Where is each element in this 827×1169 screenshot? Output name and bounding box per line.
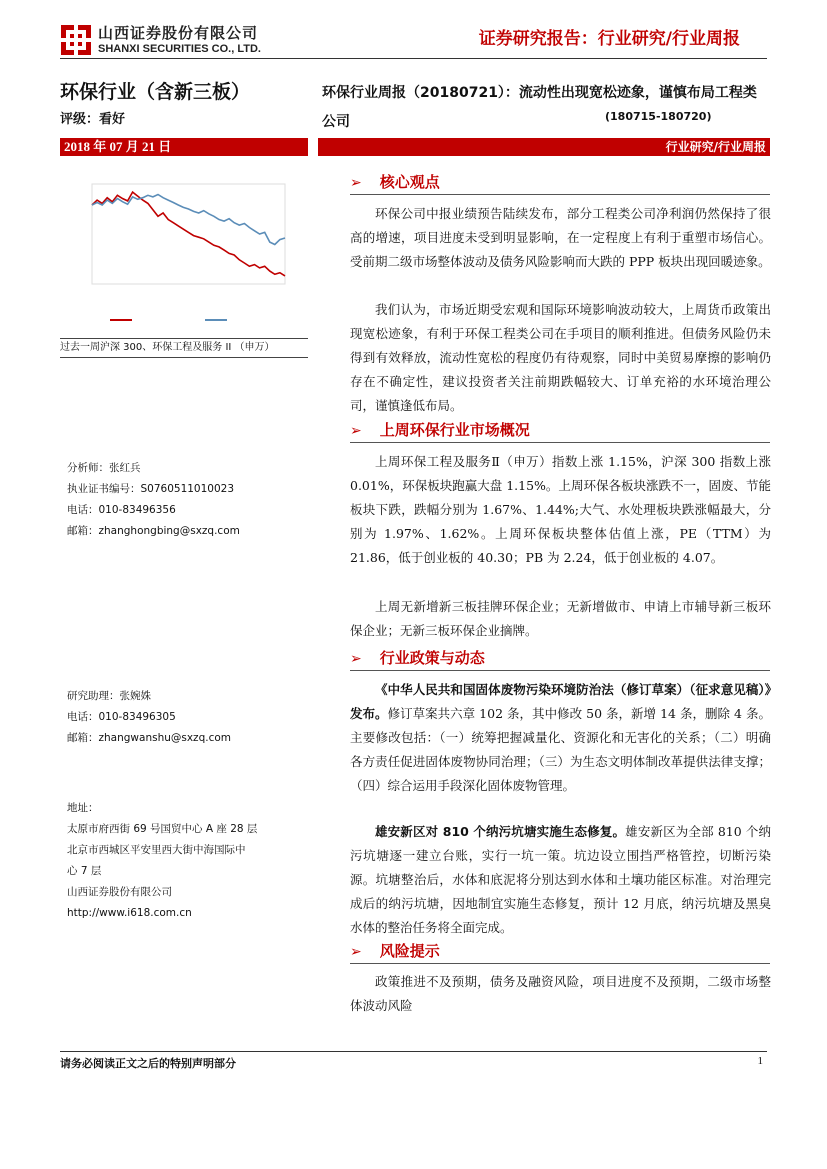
policy-item-body: 雄安新区为全部 810 个纳污坑塘逐一建立台账，实行一坑一策。坑边设立围挡严格管控，切断污染源。坑塘整治后，水体和底泥将分别达到水体和土壤功能区标准。对治理完成后的纳污坑塘，因地制宜实施生态修复，预计 12 月底，纳污坑塘及黑臭水体的整治任务将全面完成。 (350, 824, 771, 935)
sector-title: 环保行业（含新三板） (60, 81, 251, 103)
report-title: 环保行业周报（20180721）：流动性出现宽松迹象，谨慎布局工程类公司 (322, 85, 757, 130)
market-paragraph-1: 上周环保工程及服务Ⅱ（申万）指数上涨 1.15%，沪深 300 指数上涨 0.01%，环保板块跑赢大盘 1.15%。上周环保各板块涨跌不一，固废、节能板块下跌，跌幅分别为 1.67%、1.44%;大气、水处理板块跌涨幅最大，分别为 1.97%、1.62%。上周环保板块整体估值上涨，PE（TTM）为 21.86，低于创业板的 40.30；PB 为 2.24，低于创业板的 4.07。 (350, 454, 771, 565)
footer-notice: 请务必阅读正文之后的特别声明部分 (60, 1057, 236, 1070)
address-line-3: 心 7 层 (67, 865, 102, 877)
section-heading: 核心观点 (379, 173, 440, 191)
chevron-right-icon: ➢ (350, 944, 362, 960)
footer-divider (60, 1051, 767, 1052)
chart-caption: 过去一周沪深 300、环保工程及服务 II （申万） (60, 338, 308, 358)
website-link[interactable]: http://www.i618.com.cn (67, 907, 192, 919)
date-range: (180715-180720) (605, 110, 712, 123)
assistant-phone: 电话：010-83496305 (67, 711, 176, 723)
address-line-1: 太原市府西街 69 号国贸中心 A 座 28 层 (67, 823, 258, 835)
index-chart-svg (60, 172, 300, 332)
sector-rating: 评级：看好 (60, 112, 126, 127)
analyst-info (67, 458, 307, 542)
section-divider (350, 442, 770, 443)
chart-plot-area (92, 184, 285, 284)
address-company: 山西证券股份有限公司 (67, 886, 172, 898)
section-divider (350, 670, 770, 671)
section-divider (350, 963, 770, 964)
chart-series-line-1 (92, 192, 285, 276)
section-market (350, 419, 530, 440)
assistant-name: 研究助理：张婉姝 (67, 690, 151, 702)
core-view-paragraph-2: 我们认为，市场近期受宏观和国际环境影响波动较大，上周货币政策出现宽松迹象，有利于环保工程类公司在手项目的顺利推进。但债务风险仍未得到有效释放，流动性宽松的程度仍有待观察，同时中美贸易摩擦的影响仍存在不确定性，建议投资者关注前期跌幅较大、订单充裕的水环境治理公司，谨慎逢低布局。 (350, 302, 771, 413)
assistant-email[interactable]: 邮箱：zhangwanshu@sxzq.com (67, 732, 232, 744)
analyst-name: 分析师：张红兵 (67, 462, 141, 474)
policy-item-body: 修订草案共六章 102 条，其中修改 50 条，新增 14 条，删除 4 条。主要修改包括：（一）统筹把握减量化、资源化和无害化的关系；（二）明确各方责任促进固体废物协同治理；（三）为生态文明体制改革提供法律支撑；（四）综合运用手段深化固体废物管理。 (350, 706, 771, 793)
header-divider (60, 58, 767, 59)
market-paragraph-2: 上周无新增新三板挂牌环保企业；无新增做市、申请上市辅导新三板环保企业；无新三板环保企业摘牌。 (350, 599, 771, 638)
core-view-paragraph-1: 环保公司中报业绩预告陆续发布，部分工程类公司净利润仍然保持了很高的增速，项目进度未受到明显影响，在一定程度上有利于重塑市场信心。受前期二级市场整体波动及债务风险影响而大跌的 PPP 板块出现回暖迹象。 (350, 206, 771, 269)
analyst-phone: 电话：010-83496356 (67, 504, 176, 516)
analyst-cert: 执业证书编号：S0760511010023 (67, 483, 235, 495)
address-line-2: 北京市西城区平安里西大街中海国际中 (67, 844, 246, 856)
section-heading: 行业政策与动态 (379, 649, 485, 667)
address-label: 地址： (67, 802, 99, 814)
report-date: 2018 年 07 月 21 日 (60, 138, 308, 156)
chevron-right-icon: ➢ (350, 651, 362, 667)
chart-series-line-2 (92, 195, 285, 245)
policy-item-title: 雄安新区对 810 个纳污坑塘实施生态修复。 (375, 824, 626, 839)
section-divider (350, 194, 770, 195)
section-policy (350, 647, 485, 668)
report-type: 证券研究报告：行业研究/行业周报 (478, 29, 740, 49)
company-name-cn: 山西证券股份有限公司 (98, 23, 259, 42)
policy-paragraph-2 (350, 820, 771, 940)
company-name-en: SHANXI SECURITIES CO., LTD. (98, 42, 261, 55)
policy-item-title: 《中华人民共和国固体废物污染环境防治法（修订草案）（征求意见稿）》发布。 (350, 682, 771, 721)
section-heading: 风险提示 (379, 942, 440, 960)
section-heading: 上周环保行业市场概况 (379, 421, 530, 439)
analyst-email[interactable]: 邮箱：zhanghongbing@sxzq.com (67, 525, 240, 537)
address-info (67, 798, 307, 924)
policy-paragraph-1 (350, 678, 771, 798)
risk-paragraph: 政策推进不及预期，债务及融资风险，项目进度不及预期，二级市场整体波动风险 (350, 974, 771, 1013)
page-number: 1 (757, 1055, 763, 1067)
report-category: 行业研究/行业周报 (318, 138, 770, 156)
chevron-right-icon: ➢ (350, 423, 362, 439)
chevron-right-icon: ➢ (350, 175, 362, 191)
company-logo (60, 20, 261, 60)
section-risk (350, 940, 440, 961)
index-chart (60, 172, 300, 332)
section-core-view (350, 171, 440, 192)
logo-icon (60, 24, 92, 56)
assistant-info (67, 686, 307, 749)
